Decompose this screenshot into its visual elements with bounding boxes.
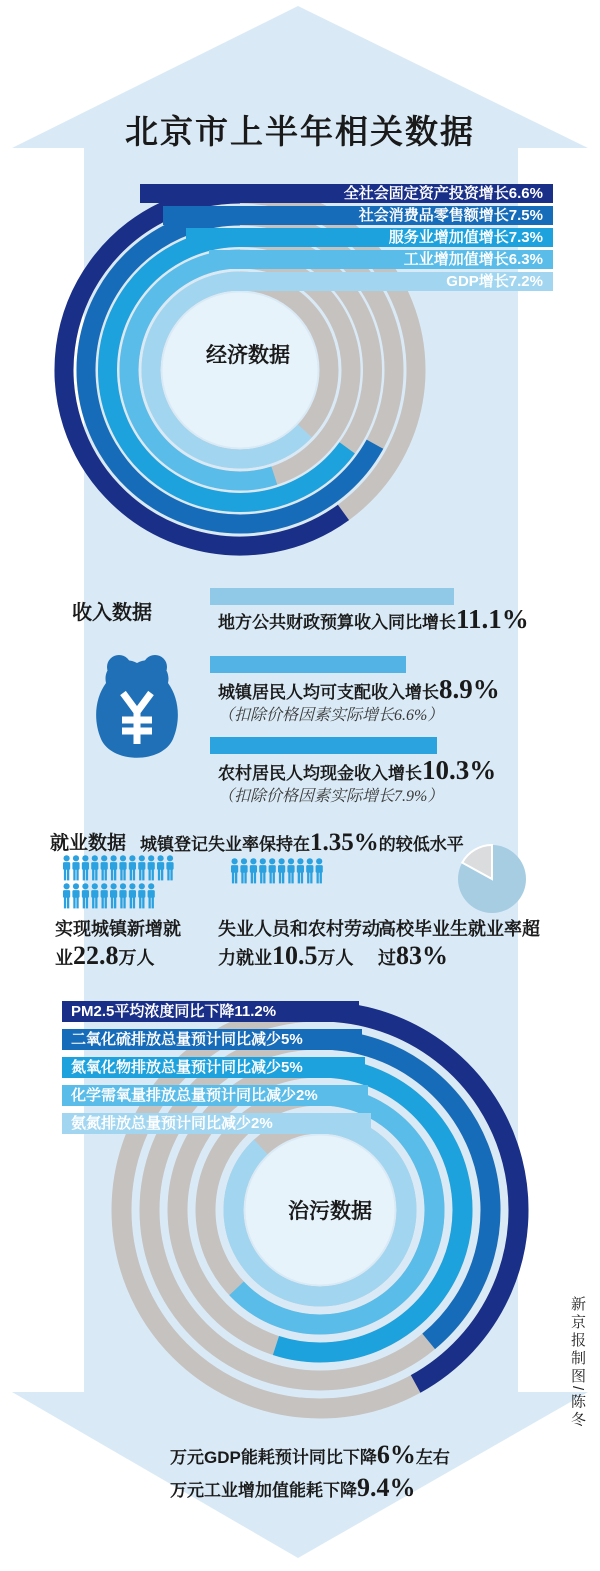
- person-icon: [129, 855, 136, 880]
- caption-line2-value: 83%: [396, 941, 448, 970]
- caption-line2: [378, 943, 540, 972]
- person-icon: [231, 858, 238, 883]
- footer-line2-prefix: 万元工业增加值能耗下降: [170, 1481, 357, 1500]
- ring-bar-label-economic-4: GDP增长7.2%: [232, 272, 553, 291]
- footer-line-2: [170, 1474, 450, 1507]
- person-icon: [306, 858, 313, 883]
- caption-line2-prefix: 力就业: [218, 948, 272, 968]
- person-group-svg: [62, 855, 177, 911]
- caption-line1: 实现城镇新增就: [55, 919, 181, 939]
- headline-value: 1.35%: [310, 829, 379, 856]
- income-bar-0: [210, 588, 454, 605]
- headline-prefix: 城镇登记失业率保持在: [140, 835, 310, 854]
- person-icon: [287, 858, 294, 883]
- ring-bar-label-pollution-4: 氨氮排放总量预计同比减少2%: [62, 1113, 371, 1134]
- headline-suffix: 的较低水平: [378, 835, 464, 854]
- pie-chart: [456, 843, 530, 917]
- person-icon: [91, 855, 98, 880]
- person-icon: [82, 855, 89, 880]
- caption-line2: [55, 943, 181, 972]
- ring-bar-label-pollution-3: 化学需氧量排放总量预计同比减少2%: [62, 1085, 368, 1106]
- person-icon: [72, 883, 79, 908]
- ring-bar-label-economic-2: 服务业增加值增长7.3%: [186, 228, 553, 247]
- caption-line2-value: 22.8: [73, 941, 119, 970]
- caption-line2-prefix: 过: [378, 948, 396, 968]
- ring-bar-label-pollution-0: PM2.5平均浓度同比下降11.2%: [62, 1001, 359, 1022]
- caption-line2-value: 10.5: [272, 941, 318, 970]
- employment-headline: [140, 830, 464, 855]
- person-group-svg: [230, 858, 326, 886]
- ring-bar-label-economic-0: 全社会固定资产投资增长6.6%: [140, 184, 553, 203]
- person-icon: [278, 858, 285, 883]
- person-icon: [63, 883, 70, 908]
- person-icon: [138, 855, 145, 880]
- person-group-1: [230, 858, 326, 886]
- money-bag-icon: [90, 650, 184, 772]
- caption-line1: 高校毕业生就业率超: [378, 919, 540, 939]
- person-icon: [101, 855, 108, 880]
- person-icon: [148, 883, 155, 908]
- person-icon: [129, 883, 136, 908]
- income-line-1: [218, 676, 500, 703]
- employment-caption-2: [378, 916, 540, 972]
- economic-chart-title: 经济数据: [206, 343, 290, 367]
- person-icon: [119, 855, 126, 880]
- caption-line2-prefix: 业: [55, 948, 73, 968]
- income-bar-2: [210, 737, 437, 754]
- person-icon: [82, 883, 89, 908]
- income-line-2: [218, 757, 496, 784]
- person-icon: [110, 855, 117, 880]
- income-line-value: 10.3%: [422, 755, 497, 785]
- ring-center-bg: [163, 293, 318, 448]
- person-icon: [72, 855, 79, 880]
- person-icon: [259, 858, 266, 883]
- money-bag-icon-svg: [90, 650, 184, 772]
- income-line-prefix: 农村居民人均现金收入增长: [218, 764, 422, 783]
- pie-chart-svg: [456, 843, 530, 917]
- footer-line1-prefix: 万元GDP能耗预计同比下降: [170, 1448, 377, 1467]
- employment-section-heading: 就业数据: [50, 833, 127, 854]
- pollution-chart-title: 治污数据: [288, 1199, 372, 1223]
- person-group-0: [62, 855, 177, 911]
- person-icon: [138, 883, 145, 908]
- person-icon: [297, 858, 304, 883]
- footer-line-1: [170, 1441, 450, 1474]
- footer-line2-value: 9.4%: [357, 1473, 416, 1502]
- page-title: 北京市上半年相关数据: [125, 115, 475, 151]
- income-line-prefix: 地方公共财政预算收入同比增长: [218, 613, 456, 632]
- income-section-heading: 收入数据: [72, 602, 152, 624]
- income-note-2: （扣除价格因素实际增长7.9%）: [218, 788, 444, 805]
- caption-line2-suffix: 万人: [317, 948, 354, 968]
- person-icon: [101, 883, 108, 908]
- ring-bar-label-pollution-1: 二氧化硫排放总量预计同比减少5%: [62, 1029, 362, 1050]
- person-icon: [166, 855, 173, 880]
- income-note-1: （扣除价格因素实际增长6.6%）: [218, 707, 444, 724]
- caption-line2: [218, 943, 380, 972]
- person-icon: [119, 883, 126, 908]
- employment-caption-1: [218, 916, 380, 972]
- person-icon: [240, 858, 247, 883]
- ring-bar-label-pollution-2: 氮氧化物排放总量预计同比减少5%: [62, 1057, 365, 1078]
- caption-line1: 失业人员和农村劳动: [218, 919, 380, 939]
- ring-bar-label-economic-3: 工业增加值增长6.3%: [209, 250, 553, 269]
- income-line-0: [218, 606, 529, 633]
- ring-bar-label-economic-1: 社会消费品零售额增长7.5%: [163, 206, 553, 225]
- credit-byline: 新京报制图/陈冬: [569, 1296, 586, 1430]
- person-icon: [316, 858, 323, 883]
- person-icon: [63, 855, 70, 880]
- person-icon: [148, 855, 155, 880]
- income-bar-1: [210, 656, 406, 673]
- person-icon: [250, 858, 257, 883]
- footer-line1-suffix: 左右: [415, 1448, 450, 1467]
- income-line-prefix: 城镇居民人均可支配收入增长: [218, 683, 439, 702]
- income-line-value: 11.1%: [456, 604, 529, 634]
- employment-caption-0: [55, 916, 181, 972]
- footer-energy-stats: [170, 1441, 450, 1507]
- person-icon: [91, 883, 98, 908]
- person-icon: [110, 883, 117, 908]
- person-icon: [269, 858, 276, 883]
- caption-line2-suffix: 万人: [118, 948, 155, 968]
- footer-line1-value: 6%: [376, 1440, 416, 1469]
- income-line-value: 8.9%: [439, 674, 500, 704]
- person-icon: [157, 855, 164, 880]
